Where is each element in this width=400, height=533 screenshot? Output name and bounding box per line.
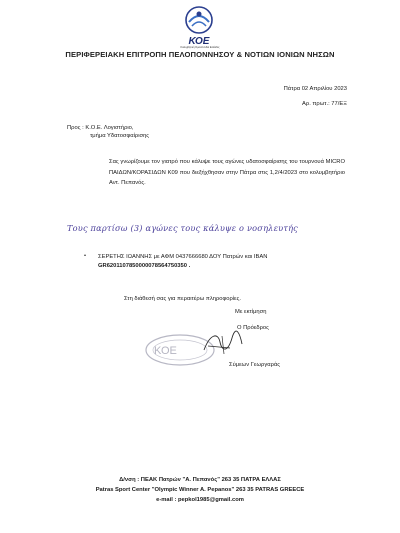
footer-email[interactable]: e-mail : pepkol1985@gmail.com — [156, 496, 244, 503]
recipient-line-1: Προς : Κ.Ο.Ε. Λογιστήριο, — [67, 125, 134, 131]
letter-date: Πάτρα 02 Απριλίου 2023 — [283, 86, 347, 92]
footer-line-1: Δ/νση : ΠΕΑΚ Πατρών "Α. Πεπανός" 263 35 ΠΑΤΡΑ ΕΛΛΑΣ — [119, 477, 281, 483]
footer-line-2: Patras Sport Center "Olympic Winner A. Pepanos" 263 35 PATRAS GREECE — [95, 486, 305, 493]
recipient-line-2: τμήμα Υδατοσφαίρισης — [90, 133, 150, 139]
signature — [200, 328, 246, 358]
closing-info: Στη διάθεσή σας για περαιτέρω πληροφορίες. — [124, 296, 242, 302]
protocol-number: Αρ. πρωτ.: 77/ΕΞ — [302, 101, 347, 107]
payee-line: ΣΕΡΕΤΗΣ ΙΩΑΝΝΗΣ με ΑΦΜ 0437666680 ΔΟΥ Πατρών και IBAN — [98, 254, 268, 260]
logo-caption: Κολυμβητική Ομοσπονδία Ελλάδος — [180, 46, 220, 49]
handwritten-note: Τους παρτίσω (3) αγώνες τους κάλυψε ο νοσηλευτής — [67, 223, 298, 233]
footer-address — [0, 476, 400, 505]
stamp-text: ΚΟΕ — [154, 345, 177, 357]
bullet-icon: • — [84, 253, 87, 259]
body-paragraph: Σας γνωρίζουμε τον γιατρό που κάλυψε τους αγώνες υδατοσφαίρισης του τουρνουά MICRO ΠΑΙΔΩΝ/ΚΟΡΑΣΙΔΩΝ Κ09 που διεξήχθησαν στην Πάτρα στις 1,2/4/2023 στο κολυμβητήριο Αντ. Πεπανός. — [109, 159, 345, 186]
committee-heading: ΠΕΡΙΦΕΡΕΙΑΚΗ ΕΠΙΤΡΟΠΗ ΠΕΛΟΠΟΝΝΗΣΟΥ & ΝΟΤΙΩΝ ΙΟΝΙΩΝ ΝΗΣΩΝ — [65, 50, 335, 59]
recipient-block — [67, 124, 149, 140]
regards-text: Με εκτίμηση — [235, 309, 267, 315]
signer-role: Ο Πρόεδρος — [237, 325, 269, 331]
signer-name: Σύμεων Γεωργαράς — [229, 362, 281, 368]
koe-logo — [180, 4, 218, 48]
payee-block — [98, 253, 267, 271]
logo-text: ΚΟΕ — [188, 36, 210, 47]
iban-line: GR6201107850000078564750350 . — [98, 263, 191, 269]
